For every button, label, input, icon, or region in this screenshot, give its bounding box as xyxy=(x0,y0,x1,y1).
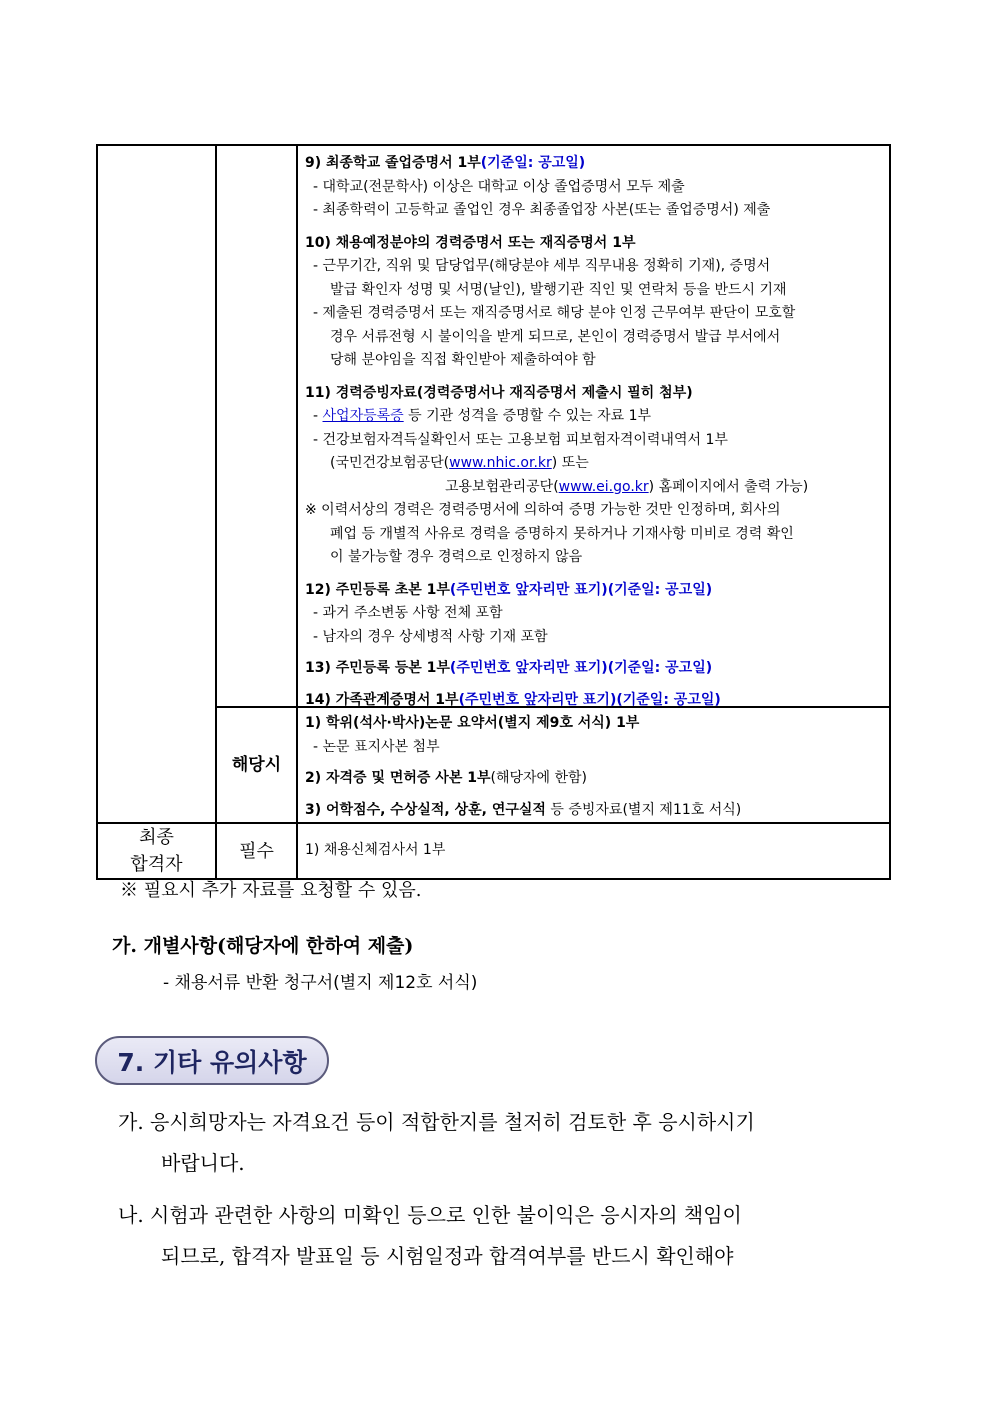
item-title: 13) 주민등록 등본 1부 xyxy=(305,660,450,676)
item-line: - 건강보험자격득실확인서 또는 고용보험 피보험자격이력내역서 1부 xyxy=(313,431,728,448)
item-note: (주민번호 앞자리만 표기)(기준일: 공고일) xyxy=(458,691,721,708)
item-line: 당해 분야임을 직접 확인받아 제출하여야 함 xyxy=(330,352,596,368)
applicable-items xyxy=(305,712,885,822)
item-line: - 남자의 경우 상세병적 사항 기재 포함 xyxy=(313,628,548,645)
item-line: 발급 확인자 성명 및 서명(날인), 발행기관 직인 및 연락처 등을 반드시 기재 xyxy=(330,281,787,298)
item-line: 경우 서류전형 시 불이익을 받게 되므로, 본인이 경력증명서 발급 부서에서 xyxy=(330,328,781,345)
item-line: - 근무기간, 직위 및 담당업무(해당분야 세부 직무내용 정확히 기재), 증명서 xyxy=(313,258,771,274)
paragraph-ga xyxy=(118,1102,898,1184)
item-line-post: ) 홈페이지에서 출력 가능) xyxy=(648,478,809,495)
required-items xyxy=(305,152,885,712)
business-registration-link[interactable]: 사업자등록증 xyxy=(322,408,404,424)
applicable-item-rest: (해당자에 한함) xyxy=(490,770,588,786)
item-9 xyxy=(305,152,885,223)
item-title: 14) 가족관계증명서 1부 xyxy=(305,691,459,708)
applicable-item-title: 3) 어학점수, 수상실적, 상훈, 연구실적 xyxy=(305,801,546,818)
item-line-pre: 고용보험관리공단( xyxy=(445,478,559,495)
ei-url-link[interactable]: www.ei.go.kr xyxy=(558,478,649,495)
item-line: - 최종학력이 고등학교 졸업인 경우 최종졸업장 사본(또는 졸업증명서) 제출 xyxy=(313,202,771,218)
item-14 xyxy=(305,689,885,713)
final-required-label: 필수 xyxy=(239,840,274,862)
remark-line: ※ 이력서상의 경력은 경력증명서에 의하여 증명 가능한 것만 인정하며, 회사의 xyxy=(305,502,781,518)
item-12 xyxy=(305,579,885,650)
nhic-url-link[interactable]: www.nhic.or.kr xyxy=(449,455,552,471)
applicable-item-line: - 논문 표지사본 첨부 xyxy=(313,738,440,755)
item-line-rest: 등 기관 성격을 증명할 수 있는 자료 1부 xyxy=(403,408,652,424)
item-title: 9) 최종학교 졸업증명서 1부 xyxy=(305,155,481,171)
section-7-badge: 7. 기타 유의사항 xyxy=(95,1036,329,1085)
item-11 xyxy=(305,382,885,570)
paragraph-line: 가. 응시희망자는 자격요건 등이 적합한지를 철저히 검토한 후 응시하시기 xyxy=(118,1110,755,1134)
applicable-item-title: 1) 학위(석사·박사)논문 요약서(별지 제9호 서식) 1부 xyxy=(305,715,640,731)
item-note: (주민번호 앞자리만 표기)(기준일: 공고일) xyxy=(449,660,713,676)
final-label xyxy=(98,824,215,878)
section-ga-title: 가. 개별사항(해당자에 한하여 제출) xyxy=(112,935,414,957)
item-title: 12) 주민등록 초본 1부 xyxy=(305,581,450,598)
item-line-post: ) 또는 xyxy=(551,455,589,471)
item-10 xyxy=(305,232,885,373)
paragraph-line: 바랍니다. xyxy=(161,1151,245,1175)
applicable-label: 해당시 xyxy=(231,754,282,775)
final-label-line: 최종 xyxy=(139,827,174,848)
applicable-item-3 xyxy=(305,799,885,823)
item-title: 11) 경력증빙자료(경력증명서나 재직증명서 제출시 필히 첨부) xyxy=(305,384,693,401)
item-line-pre: (국민건강보험공단( xyxy=(330,455,450,471)
item-title: 10) 채용예정분야의 경력증명서 또는 재직증명서 1부 xyxy=(305,234,636,251)
item-line xyxy=(305,452,885,476)
item-line: - 대학교(전문학사) 이상은 대학교 이상 졸업증명서 모두 제출 xyxy=(313,178,685,195)
remark-line: 폐업 등 개별적 사유로 경력을 증명하지 못하거나 기재사항 미비로 경력 확인 xyxy=(330,525,794,542)
item-line: - 제출된 경력증명서 또는 재직증명서로 해당 분야 인정 근무여부 판단이 모호할 xyxy=(313,305,796,321)
document-table xyxy=(96,144,891,880)
item-note: (기준일: 공고일) xyxy=(480,155,586,171)
remark-line: 이 불가능할 경우 경력으로 인정하지 않음 xyxy=(330,549,583,565)
paragraph-line: 되므로, 합격자 발표일 등 시험일정과 합격여부를 반드시 확인해야 xyxy=(161,1244,734,1268)
final-label-line: 합격자 xyxy=(130,854,183,875)
item-line: - 사업자등록증 등 기관 성격을 증명할 수 있는 자료 1부 xyxy=(313,408,652,424)
applicable-item-2 xyxy=(305,767,885,791)
item-note: (주민번호 앞자리만 표기)(기준일: 공고일) xyxy=(449,581,713,598)
additional-note: ※ 필요시 추가 자료를 요청할 수 있음. xyxy=(120,880,422,901)
col-divider-2 xyxy=(296,146,298,878)
paragraph-line: 나. 시험과 관련한 사항의 미확인 등으로 인한 불이익은 응시자의 책임이 xyxy=(118,1203,742,1227)
paragraph-na xyxy=(118,1195,898,1277)
final-item: 1) 채용신체검사서 1부 xyxy=(305,842,446,859)
applicable-item-rest: 등 증빙자료(별지 제11호 서식) xyxy=(545,801,742,818)
applicable-item-title: 2) 자격증 및 면허증 사본 1부 xyxy=(305,770,491,786)
item-13 xyxy=(305,657,885,681)
item-line xyxy=(305,476,885,500)
item-line: - 과거 주소변동 사항 전체 포함 xyxy=(313,605,503,621)
section-ga-item: - 채용서류 반환 청구서(별지 제12호 서식) xyxy=(163,973,478,993)
